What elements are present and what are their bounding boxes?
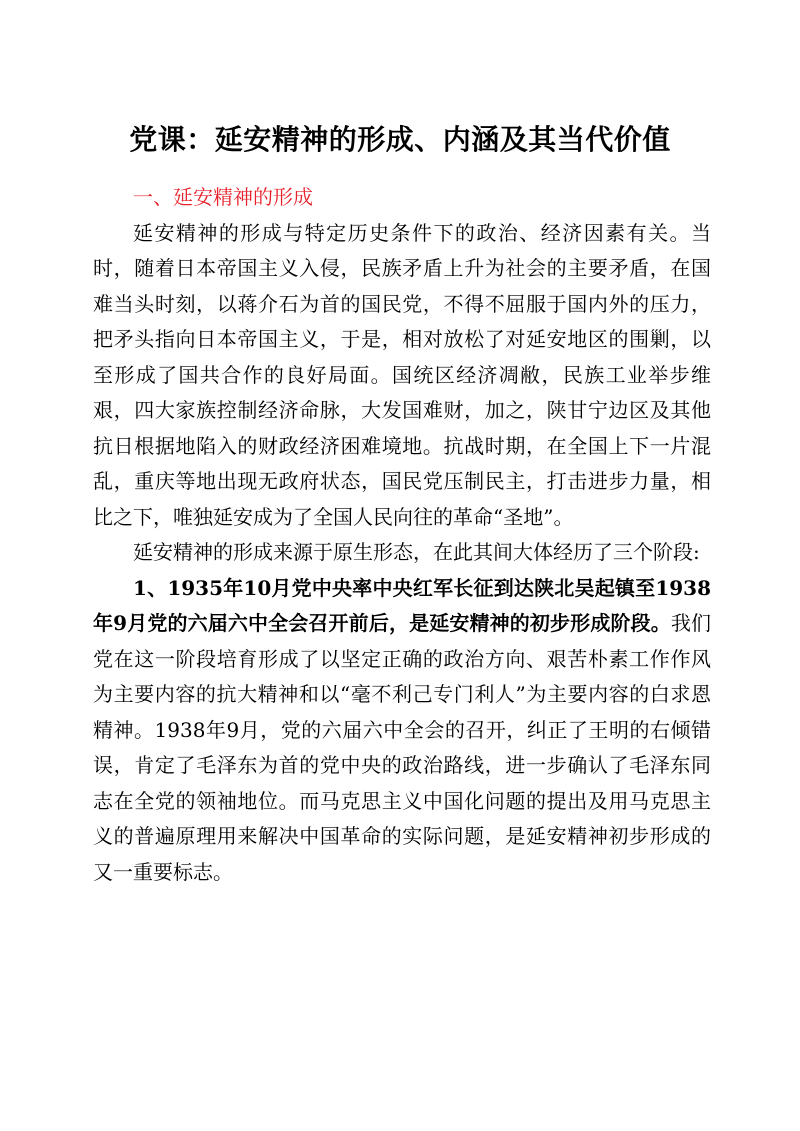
paragraph-3	[93, 571, 711, 891]
document-body	[93, 180, 711, 890]
section-heading: 一、延安精神的形成	[133, 185, 313, 209]
page-title: 党课：延安精神的形成、内涵及其当代价值	[129, 123, 671, 156]
paragraph-3-bold-lead: 1、1935年10月党中央率中央红军长征到达陕北吴起镇至1938年9月党的六届六中全会召开前后，是延安精神的初步形成阶段。	[93, 575, 711, 635]
paragraph-3-text: 我们党在这一阶段培育形成了以坚定正确的政治方向、艰苦朴素工作作风为主要内容的抗大精神和以“毫不利己专门利人”为主要内容的白求恩精神。1938年9月，党的六届六中全会的召开，纠正了王明的右倾错误，肯定了毛泽东为首的党中央的政治路线，进一步确认了毛泽东同志在全党的领袖地位。而马克思主义中国化问题的提出及用马克思主义的普遍原理用来解决中国革命的实际问题，是延安精神初步形成的又一重要标志。	[93, 611, 711, 884]
paragraph-2: 延安精神的形成来源于原生形态，在此其间大体经历了三个阶段:	[133, 540, 700, 564]
paragraph-1: 延安精神的形成与特定历史条件下的政治、经济因素有关。当时，随着日本帝国主义入侵，民族矛盾上升为社会的主要矛盾，在国难当头时刻，以蒋介石为首的国民党，不得不屈服于国内外的压力，把矛头指向日本帝国主义，于是，相对放松了对延安地区的围剿，以至形成了国共合作的良好局面。国统区经济凋敝，民族工业举步维艰，四大家族控制经济命脉，大发国难财，加之，陕甘宁边区及其他抗日根据地陷入的财政经济困难境地。抗战时期，在全国上下一片混乱，重庆等地出现无政府状态，国民党压制民主，打击进步力量，相比之下，唯独延安成为了全国人民向往的革命“圣地”。	[93, 220, 711, 529]
